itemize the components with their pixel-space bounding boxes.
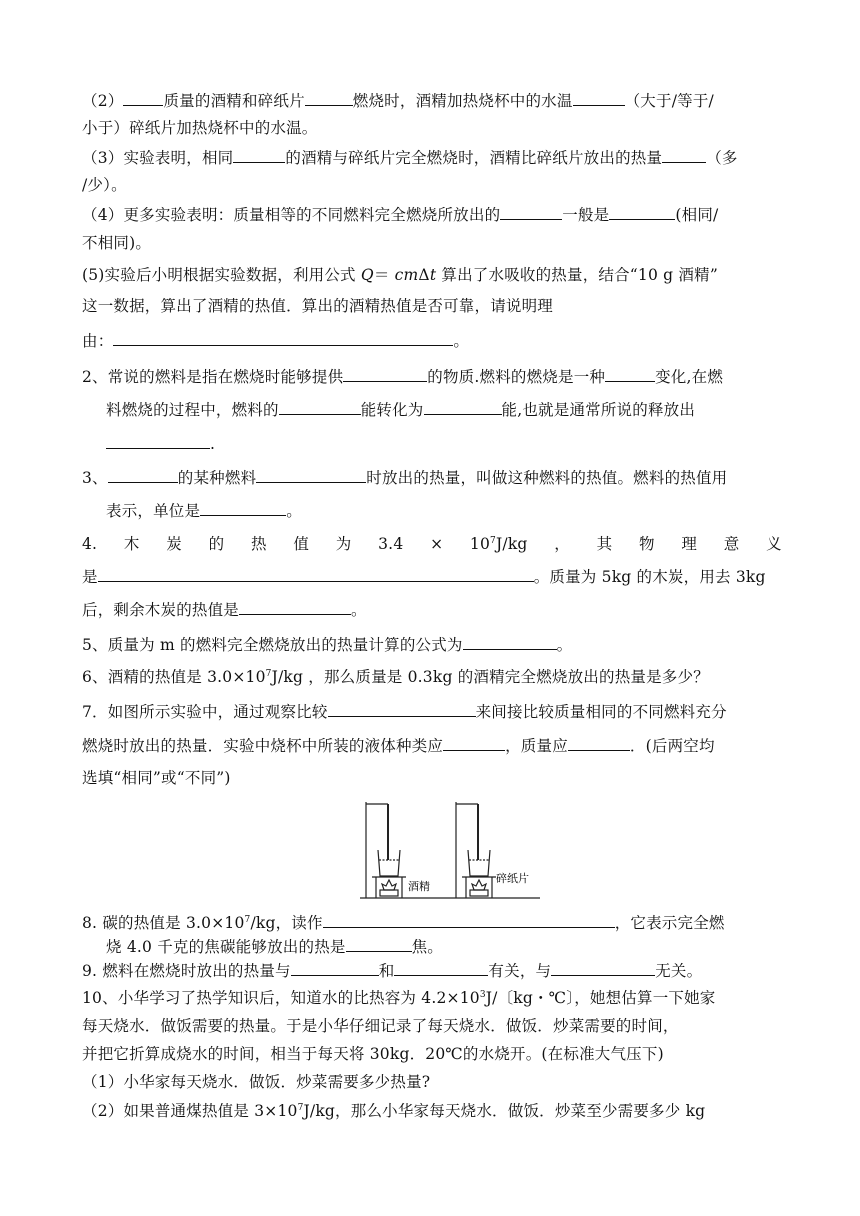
blank[interactable] [323,912,615,928]
blank[interactable] [551,960,655,976]
q1-line-5: （4）更多实验表明：质量相等的不同燃料完全燃烧所放出的 一般是 (相同/ [82,206,719,224]
flame-icon [472,880,486,890]
q1-line-4: /少）。 [82,176,127,194]
flame-icon [382,880,396,890]
q7-line-3: 选填“相同”或“不同”) [82,769,231,787]
blank[interactable] [239,599,351,615]
q2-line-2: 料燃烧的过程中，燃料的 能转化为 能,也就是通常所说的释放出 [106,401,696,419]
q1-line-9: 由： 。 [82,332,470,350]
q1-line-8: 这一数据，算出了酒精的热值．算出的酒精热值是否可靠，请说明理 [82,297,554,315]
q6-line: 6、酒精的热值是 $3.0\times 10^7J/kg$ ，那么质量是 0.3kg 的酒精完全燃烧放出的热量是多少？ [82,668,709,686]
label-paper: 碎纸片 [496,872,529,885]
blank[interactable] [305,90,353,106]
q7-line-1: 7．如图所示实验中，通过观察比较 来间接比较质量相同的不同燃料充分 [82,703,727,721]
blank[interactable] [609,204,675,220]
q8-line-1: 8. 碳的热值是 $3.0\times 10^7/kg$，读作 ，它表示完全燃 [82,914,725,932]
blank[interactable] [108,467,178,483]
blank[interactable] [279,399,361,415]
q9-line: 9. 燃料在燃烧时放出的热量与 和 有关，与 无关。 [82,962,703,980]
q8-line-2: 烧 4.0 千克的焦碳能够放出的热是 焦。 [106,938,444,956]
blank[interactable] [394,960,488,976]
q10-line-1: 10、小华学习了热学知识后，知道水的比热容为 $4.2\times 10^3J/$〔kg・℃〕，她想估算一下她家 [82,989,716,1007]
q2-line-3: . [106,433,806,454]
blank[interactable] [605,366,655,382]
q4-line-2: 是 。质量为 5kg 的木炭，用去 3kg [82,568,766,586]
q3-line-2: 表示，单位是 。 [106,502,302,520]
apparatus-figure [360,800,550,908]
q10-line-3: 并把它折算成烧水的时间，相当于每天将 30kg．20℃的水烧开。(在标准大气压下) [82,1045,664,1063]
blank[interactable] [233,147,285,163]
blank[interactable] [343,366,427,382]
blank[interactable] [123,90,163,106]
q10-line-2: 每天烧水．做饭需要的热量。于是小华仔细记录了每天烧水．做饭．炒菜需要的时间， [82,1017,679,1035]
blank[interactable] [200,500,286,516]
q7-line-2: 燃烧时放出的热量．实验中烧杯中所装的液体种类应 ，质量应 ．(后两空均 [82,737,715,755]
q2-line-1: 2、常说的燃料是指在燃烧时能够提供 的物质.燃料的燃烧是一种 变化,在燃 [82,368,724,386]
blank[interactable] [291,960,379,976]
q1-line-2: 小于）碎纸片加热烧杯中的水温。 [82,119,318,137]
q10-line-4: （1）小华家每天烧水．做饭．炒菜需要多少热量? [82,1073,431,1091]
q3-line-1: 3、 的某种燃料 时放出的热量，叫做这种燃料的热值。燃料的热值用 [82,469,728,487]
blank[interactable] [662,147,706,163]
q1-line-3: （3）实验表明，相同 的酒精与碎纸片完全燃烧时，酒精比碎纸片放出的热量 （多 [82,149,738,167]
q10-line-5: （2）如果普通煤热值是 $3\times 10^7J/kg$，那么小华家每天烧水．做饭．炒菜至少需要多少 kg [82,1102,706,1120]
q4-line-3: 后，剩余木炭的热值是 。 [82,601,367,619]
blank[interactable] [113,330,453,346]
q1-line-7: (5)实验后小明根据实验数据，利用公式 Q＝ cmΔt 算出了水吸收的热量，结合“10 g 酒精” [82,266,718,284]
q1-line-6: 不相同)。 [82,234,152,252]
blank[interactable] [500,204,562,220]
label-alcohol: 酒精 [408,880,430,893]
blank[interactable] [106,433,210,449]
dish [470,890,488,896]
q4-line-1: 4. 木 炭 的 热 值 为 3.4 × $10^7J/kg$ ， 其 物 理 意 义 [82,535,782,553]
blank[interactable] [443,735,505,751]
blank[interactable] [256,467,366,483]
blank[interactable] [98,566,534,582]
blank[interactable] [573,90,625,106]
q5-line: 5、质量为 m 的燃料完全燃烧放出的热量计算的公式为 。 [82,636,573,654]
blank[interactable] [424,399,502,415]
blank[interactable] [463,634,557,650]
lamp [380,890,398,896]
blank[interactable] [328,701,476,717]
blank[interactable] [568,735,630,751]
blank[interactable] [346,936,412,952]
q1-line-1: （2） 质量的酒精和碎纸片 燃烧时，酒精加热烧杯中的水温 （大于/等于/ [82,92,714,110]
